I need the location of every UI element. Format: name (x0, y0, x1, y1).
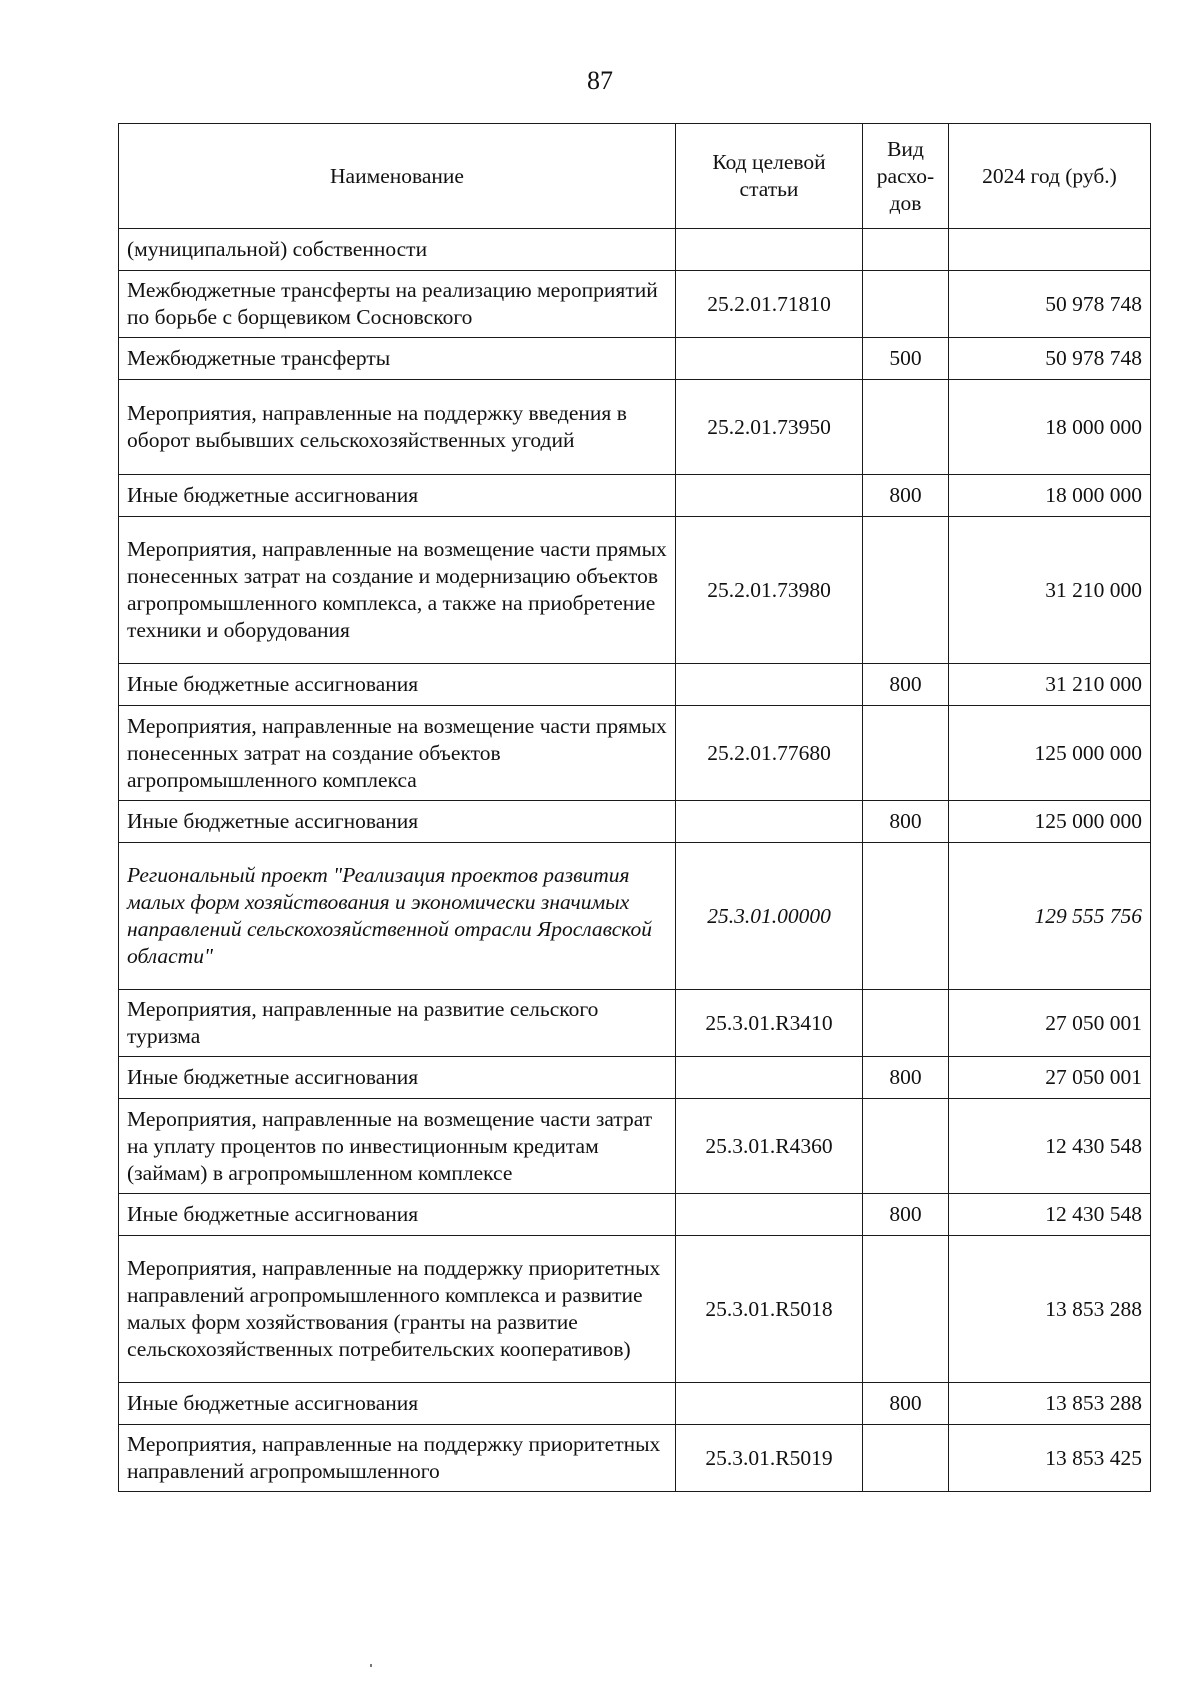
cell-kind (863, 843, 949, 990)
cell-code (676, 1194, 863, 1236)
table-row (119, 801, 1151, 843)
cell-name: Иные бюджетные ассигнования (119, 475, 676, 517)
cell-name: Иные бюджетные ассигнования (119, 1194, 676, 1236)
cell-code: 25.3.01.R5018 (676, 1236, 863, 1383)
cell-name: Мероприятия, направленные на возмещение части затрат на уплату процентов по инвестиционным кредитам (займам) в агропромышленном комплексе (119, 1099, 676, 1194)
table-row (119, 706, 1151, 801)
cell-code: 25.3.01.R5019 (676, 1425, 863, 1492)
cell-code (676, 1057, 863, 1099)
cell-code (676, 338, 863, 380)
cell-sum: 31 210 000 (949, 664, 1151, 706)
table-row (119, 1383, 1151, 1425)
cell-code (676, 664, 863, 706)
cell-sum: 13 853 288 (949, 1236, 1151, 1383)
cell-code: 25.3.01.R3410 (676, 990, 863, 1057)
cell-sum: 13 853 288 (949, 1383, 1151, 1425)
cell-name: Мероприятия, направленные на возмещение части прямых понесенных затрат на создание объектов агропромышленного комплекса (119, 706, 676, 801)
cell-code: 25.2.01.77680 (676, 706, 863, 801)
cell-name: Иные бюджетные ассигнования (119, 1383, 676, 1425)
table-row (119, 475, 1151, 517)
cell-name: Иные бюджетные ассигнования (119, 801, 676, 843)
cell-name: (муниципальной) собственности (119, 229, 676, 271)
cell-kind: 500 (863, 338, 949, 380)
cell-sum: 13 853 425 (949, 1425, 1151, 1492)
cell-kind (863, 229, 949, 271)
cell-kind (863, 1099, 949, 1194)
cell-name: Мероприятия, направленные на развитие сельского туризма (119, 990, 676, 1057)
header-kind: Вид расхо-дов (863, 124, 949, 229)
cell-kind (863, 706, 949, 801)
cell-name: Мероприятия, направленные на поддержку введения в оборот выбывших сельскохозяйственных угодий (119, 380, 676, 475)
table-row (119, 517, 1151, 664)
cell-kind (863, 271, 949, 338)
header-sum: 2024 год (руб.) (949, 124, 1151, 229)
cell-name: Межбюджетные трансферты на реализацию мероприятий по борьбе с борщевиком Сосновского (119, 271, 676, 338)
cell-code: 25.2.01.71810 (676, 271, 863, 338)
header-code: Код целевой статьи (676, 124, 863, 229)
cell-sum: 50 978 748 (949, 271, 1151, 338)
table-row (119, 1099, 1151, 1194)
cell-sum: 18 000 000 (949, 475, 1151, 517)
cell-name: Иные бюджетные ассигнования (119, 664, 676, 706)
cell-sum (949, 229, 1151, 271)
cell-code (676, 1383, 863, 1425)
cell-kind: 800 (863, 664, 949, 706)
table-row (119, 664, 1151, 706)
table-row (119, 1425, 1151, 1492)
cell-kind (863, 517, 949, 664)
cell-sum: 129 555 756 (949, 843, 1151, 990)
cell-sum: 27 050 001 (949, 1057, 1151, 1099)
scan-mark (370, 1664, 372, 1667)
cell-sum: 31 210 000 (949, 517, 1151, 664)
page-number: 87 (587, 66, 613, 95)
cell-kind: 800 (863, 1383, 949, 1425)
cell-sum: 12 430 548 (949, 1194, 1151, 1236)
table-row (119, 1057, 1151, 1099)
table-row (119, 1236, 1151, 1383)
table-body (119, 229, 1151, 1492)
cell-name: Региональный проект "Реализация проектов развития малых форм хозяйствования и экономически значимых направлений сельскохозяйственной отрасли Ярославской области" (119, 843, 676, 990)
table-row (119, 843, 1151, 990)
table-row (119, 271, 1151, 338)
cell-code: 25.3.01.R4360 (676, 1099, 863, 1194)
cell-code (676, 801, 863, 843)
cell-kind (863, 990, 949, 1057)
cell-sum: 18 000 000 (949, 380, 1151, 475)
table-row (119, 1194, 1151, 1236)
cell-kind (863, 380, 949, 475)
cell-code: 25.2.01.73980 (676, 517, 863, 664)
table-row (119, 338, 1151, 380)
cell-code (676, 475, 863, 517)
cell-code: 25.3.01.00000 (676, 843, 863, 990)
cell-code: 25.2.01.73950 (676, 380, 863, 475)
cell-name: Мероприятия, направленные на возмещение части прямых понесенных затрат на создание и модернизацию объектов агропромышленного комплекса, а также на приобретение техники и оборудования (119, 517, 676, 664)
budget-table (118, 123, 1151, 1492)
table-row (119, 229, 1151, 271)
cell-sum: 125 000 000 (949, 801, 1151, 843)
cell-kind: 800 (863, 1057, 949, 1099)
cell-name: Мероприятия, направленные на поддержку приоритетных направлений агропромышленного комплекса и развитие малых форм хозяйствования (гранты на развитие сельскохозяйственных потребительских кооперативов) (119, 1236, 676, 1383)
cell-sum: 27 050 001 (949, 990, 1151, 1057)
table-row (119, 990, 1151, 1057)
cell-kind: 800 (863, 1194, 949, 1236)
cell-sum: 50 978 748 (949, 338, 1151, 380)
cell-kind (863, 1425, 949, 1492)
table-header-row (119, 124, 1151, 229)
cell-kind: 800 (863, 475, 949, 517)
cell-sum: 12 430 548 (949, 1099, 1151, 1194)
cell-code (676, 229, 863, 271)
cell-kind (863, 1236, 949, 1383)
cell-kind: 800 (863, 801, 949, 843)
cell-name: Мероприятия, направленные на поддержку приоритетных направлений агропромышленного (119, 1425, 676, 1492)
header-name: Наименование (119, 124, 676, 229)
cell-sum: 125 000 000 (949, 706, 1151, 801)
table-row (119, 380, 1151, 475)
cell-name: Иные бюджетные ассигнования (119, 1057, 676, 1099)
cell-name: Межбюджетные трансферты (119, 338, 676, 380)
